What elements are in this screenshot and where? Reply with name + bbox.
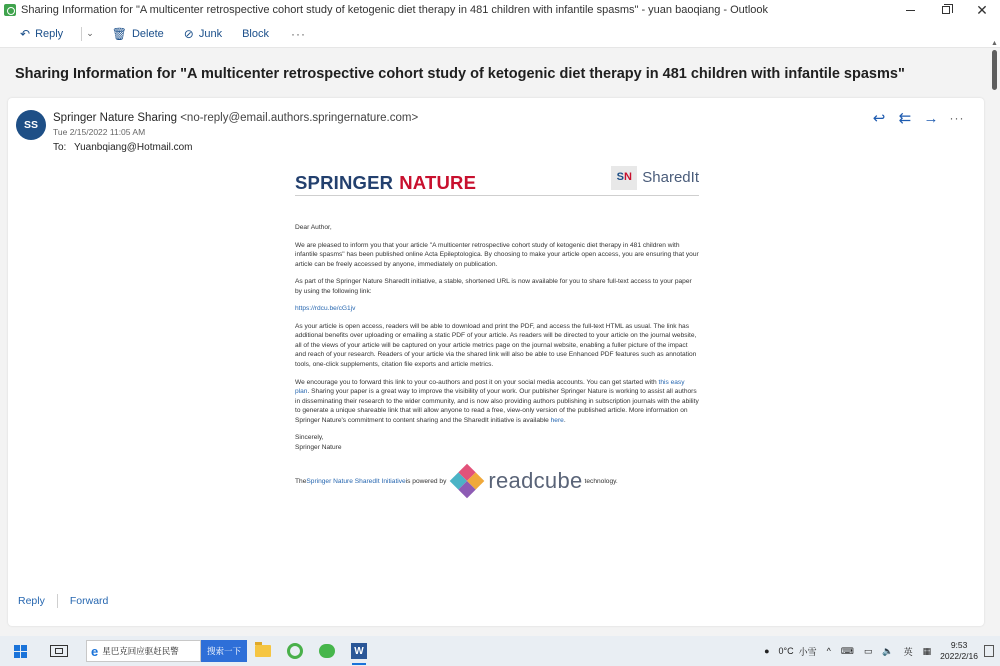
sharedit-logo: [611, 166, 699, 190]
maximize-button[interactable]: [928, 0, 964, 20]
weather-condition[interactable]: 小雪: [798, 646, 817, 657]
share-link[interactable]: https://rdcu.be/cG1jv: [295, 305, 356, 313]
weather-temperature[interactable]: 0°C: [778, 646, 794, 656]
taskbar-wechat[interactable]: [311, 636, 343, 666]
taskbar-word[interactable]: [343, 636, 375, 666]
paragraph-publication: We are pleased to inform you that your article "A multicenter retrospective cohort study of ketogenic diet therapy in 481 children with infantile spasms" has been published online Acta Epileptologica. By choosing to make your article open access, you are ensuring that your article can be freely accessed by anyone, immediately on publication.: [295, 241, 699, 268]
footer-forward-button[interactable]: Forward: [69, 595, 109, 607]
outlook-app-icon: [4, 4, 16, 16]
close-button[interactable]: ✕: [976, 1, 988, 18]
scrollbar-thumb[interactable]: [992, 50, 997, 90]
message-date: Tue 2/15/2022 11:05 AM: [53, 127, 146, 137]
block-circle-icon: ⊘: [183, 26, 194, 41]
toolbar-reply-button[interactable]: [14, 23, 69, 45]
readcube-wordmark: readcube: [488, 468, 583, 494]
sharedit-initiative-link[interactable]: Springer Nature SharedIt Initiative: [306, 477, 406, 485]
browser-icon: [287, 643, 303, 659]
taskbar: [0, 636, 1000, 666]
more-options-icon[interactable]: ···: [290, 26, 306, 41]
sharedit-wordmark: SharedIt: [642, 169, 699, 187]
window-title: Sharing Information for "A multicenter retrospective cohort study of ketogenic diet therapy in 481 children with infantile spasms" - yuan baoqiang - Outlook: [21, 4, 769, 16]
junk-button[interactable]: [178, 23, 228, 45]
toolbar-reply-label: Reply: [35, 27, 64, 40]
easy-plan-link[interactable]: this easy plan: [295, 378, 685, 396]
springer-nature-logo: SPRINGER NATURE: [295, 172, 477, 193]
reply-options-chevron-icon[interactable]: ⌄: [86, 28, 94, 38]
clock-time: 9:53: [950, 640, 968, 650]
task-view-icon[interactable]: [50, 645, 68, 657]
sender-address: <no-reply@email.authors.springernature.com>: [180, 112, 419, 124]
sender-name: Springer Nature Sharing: [53, 112, 178, 124]
clock-date: 2022/2/16: [940, 651, 978, 661]
junk-label: Junk: [198, 27, 223, 40]
readcube-credit: The Springer Nature SharedIt Initiative is powered by readcube technology.: [295, 470, 699, 492]
signature: Sincerely, Springer Nature: [295, 434, 342, 451]
recipient-address[interactable]: Yuanbqiang@Hotmail.com: [73, 142, 193, 153]
delete-button[interactable]: [106, 23, 170, 45]
location-icon[interactable]: ●: [764, 646, 770, 656]
block-label: Block: [242, 27, 269, 40]
taskbar-browser[interactable]: [279, 636, 311, 666]
reply-icon: ↶: [20, 26, 31, 41]
taskbar-search-button[interactable]: 搜索一下: [201, 640, 247, 662]
chevron-up-icon[interactable]: ^: [826, 646, 831, 656]
reading-pane: [8, 98, 984, 626]
block-button[interactable]: [236, 23, 275, 45]
to-label: To:: [53, 142, 67, 153]
network-icon[interactable]: ▭: [863, 645, 873, 656]
message-actions: [866, 108, 970, 128]
word-icon: W: [351, 643, 367, 659]
paragraph-sharedit: As part of the Springer Nature SharedIt initiative, a stable, shortened URL is now available for you to share full-text access to your paper by using the following link:: [295, 278, 692, 295]
system-tray: [759, 640, 1000, 662]
windows-logo-icon: [14, 645, 27, 658]
paragraph-encourage: We encourage you to forward this link to your co-authors and post it on your social media accounts. You can get started with this easy plan. Sharing your paper is a great way to improve the visibility of your work. Our publisher Springer Nature is working to assist all authors in disseminating their research to the wider community, and is now also providing authors publishing in subscription journals with the ability to generate a unique shareable link that will allow anyone to read a free, view-only version of the published article. More information on Springer Nature's commitment to content sharing and the SharedIt initiative is available here.: [295, 378, 699, 424]
restore-icon: [942, 6, 950, 14]
email-header-banner: [295, 162, 699, 196]
scrollbar-track[interactable]: [989, 48, 1000, 628]
here-link[interactable]: here: [550, 416, 564, 424]
taskbar-file-explorer[interactable]: [247, 636, 279, 666]
footer-reply-button[interactable]: Reply: [18, 595, 45, 607]
paragraph-benefits: As your article is open access, readers will be able to download and print the PDF, and access the full-text HTML as usual. The link has additional benefits over uploading or emailing a static PDF of your article. As readers will be directed to your article on the journal website, all of the views of your article will be captured on your article metrics page on the journal website, enabling a fuller picture of the impact and reach of your research. Readers of your article via the shared link will also be able to use Enhanced PDF features such as annotation tools, one-click supplements, citation file exports and article metrics.: [295, 322, 697, 369]
greeting: Dear Author,: [295, 224, 332, 231]
start-button[interactable]: [0, 645, 40, 658]
minimize-button[interactable]: [892, 0, 928, 20]
email-body: [295, 162, 699, 492]
message-toolbar: [0, 20, 1000, 48]
folder-icon: [255, 645, 271, 657]
ie-icon: e: [91, 643, 99, 659]
delete-label: Delete: [131, 27, 164, 40]
toolbar-divider: [81, 27, 82, 41]
sn-badge-icon: S N: [611, 166, 637, 190]
footer-divider: [57, 594, 58, 608]
footer-actions: [18, 594, 108, 608]
ime-mode-icon[interactable]: ▦: [922, 645, 932, 656]
sender[interactable]: [53, 112, 418, 124]
notification-center-icon[interactable]: [984, 645, 994, 657]
avatar: SS: [16, 110, 46, 140]
ime-indicator[interactable]: 英: [903, 646, 913, 657]
forward-icon[interactable]: →: [923, 109, 939, 127]
reply-all-icon[interactable]: ⇇: [898, 110, 912, 127]
minimize-icon: [906, 10, 915, 11]
message-subject: Sharing Information for "A multicenter retrospective cohort study of ketogenic diet therapy in 481 children with infantile spasms": [15, 66, 905, 82]
more-actions-icon[interactable]: ···: [949, 111, 965, 125]
keyboard-icon[interactable]: ⌨: [840, 645, 854, 656]
readcube-logo-icon: [450, 464, 485, 499]
trash-icon: 🗑: [111, 26, 127, 41]
taskbar-browser-window[interactable]: e 星巴克回应驱赶民警: [86, 640, 201, 662]
reply-icon[interactable]: ↩: [872, 110, 886, 127]
recipient-line: [53, 142, 193, 153]
volume-icon[interactable]: 🔈: [882, 645, 894, 656]
system-clock[interactable]: [940, 640, 978, 662]
wechat-icon: [319, 644, 335, 658]
window-titlebar: [0, 0, 1000, 20]
scroll-up-arrow-icon[interactable]: ▲: [991, 40, 998, 47]
